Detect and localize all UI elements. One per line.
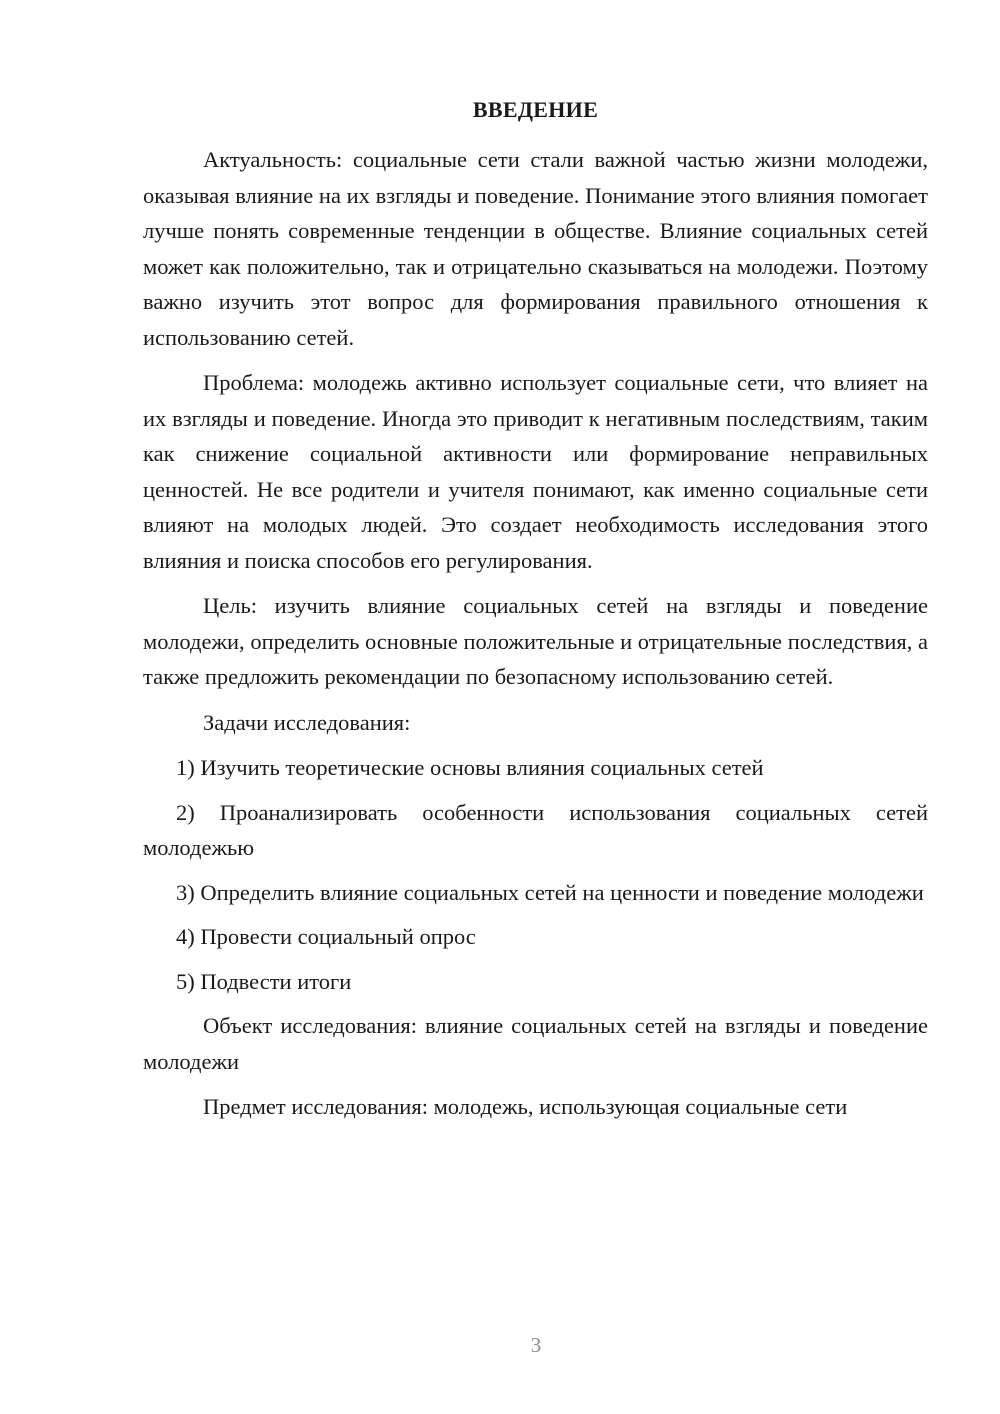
relevance-paragraph: Актуальность: социальные сети стали важной частью жизни молодежи, оказывая влияние на их взгляды и поведение. Понимание этого влияния помогает лучше понять современные тенденции в обществе. Влияние социальных сетей может как положительно, так и отрицательно сказываться на молодежи. Поэтому важно изучить этот вопрос для формирования правильного отношения к использованию сетей. [143, 147, 928, 350]
list-item: 2) Проанализировать особенности использования социальных сетей молодежью [143, 799, 928, 860]
document-body [143, 142, 928, 1135]
tasks-intro: Задачи исследования: [203, 709, 411, 735]
problem-paragraph: Проблема: молодежь активно использует социальные сети, что влияет на их взгляды и поведение. Иногда это приводит к негативным последствиям, таким как снижение социальной активности или формирование неправильных ценностей. Не все родители и учителя понимают, как именно социальные сети влияют на молодых людей. Это создает необходимость исследования этого влияния и поиска способов его регулирования. [143, 370, 928, 573]
tasks-list [143, 750, 928, 999]
list-item: 3) Определить влияние социальных сетей на ценности и поведение молодежи [176, 879, 924, 905]
list-item: 5) Подвести итоги [176, 968, 352, 994]
list-item: 4) Провести социальный опрос [176, 924, 476, 949]
page-number: 3 [530, 1333, 542, 1357]
subject-paragraph: Предмет исследования: молодежь, использующая социальные сети [203, 1094, 848, 1119]
list-item: 1) Изучить теоретические основы влияния социальных сетей [176, 755, 764, 780]
page-title: ВВЕДЕНИЕ [472, 97, 599, 122]
goal-paragraph: Цель: изучить влияние социальных сетей на взгляды и поведение молодежи, определить основные положительные и отрицательные последствия, а также предложить рекомендации по безопасному использованию сетей. [143, 593, 928, 689]
object-paragraph: Объект исследования: влияние социальных сетей на взгляды и поведение молодежи [143, 1013, 928, 1074]
